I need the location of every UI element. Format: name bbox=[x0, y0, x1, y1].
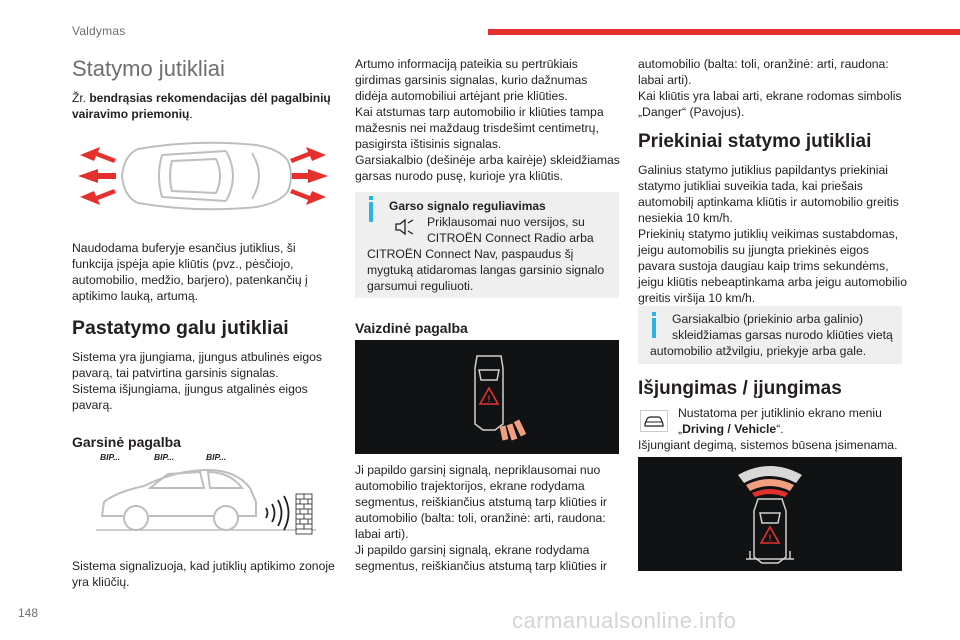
watermark: carmanualsonline.info bbox=[512, 608, 737, 633]
car-side-illustration bbox=[96, 460, 326, 542]
page-title: Statymo jutikliai bbox=[72, 56, 225, 81]
car-side-outline bbox=[102, 470, 256, 530]
menu-suffix: “. bbox=[776, 422, 784, 436]
front-sensors-heading: Priekiniai statymo jutikliai bbox=[638, 131, 872, 152]
bip-label: BIP... bbox=[154, 452, 175, 462]
note-title: Garso signalo reguliavimas bbox=[389, 199, 546, 213]
visual-assist-heading: Vaizdinė pagalba bbox=[355, 320, 468, 336]
car-outline bbox=[122, 143, 291, 210]
intro-prefix: Žr. bbox=[72, 91, 90, 105]
intro-link: bendrąsias rekomendacijas dėl pagalbinių vairavimo priemonių bbox=[72, 91, 331, 121]
proximity-text: Artumo informaciją pateikia su pertrūkiais girdimas garsinis signalas, kurio dažnumas didėja automobiliui artėjant prie kliūties. Kai atstumas tarp automobilio ir kliūties tampa mažesnis nei maždaug trisdešimt centimetrų, pasigirsta ištisinis signalas. Garsiakalbio (dešinėje arba kairėje) skleidžiamas garsas nurodo pusę, kurioje yra kliūtis. bbox=[355, 57, 620, 183]
visual-assist-text: Ji papildo garsinį signalą, nepriklausomai nuo automobilio trajektorijos, ekrane rodydama segmentus, reiškiančius atstumą tarp kliūties ir automobilio (balta: toli, oranžinė: arti, raudona: labai arti). Ji papildo garsinį signalą, ekrane rodydama segmentus, reiškiančius atstumą tarp kliūties ir bbox=[355, 463, 607, 573]
car-sensors-illustration bbox=[76, 135, 330, 217]
column-3 bbox=[638, 56, 908, 306]
front-distance-segments bbox=[738, 466, 802, 497]
toggle-wrap bbox=[638, 378, 908, 400]
car-icon bbox=[754, 499, 786, 563]
menu-name: Driving / Vehicle bbox=[682, 422, 777, 436]
danger-text: automobilio (balta: toli, oranžinė: arti, raudona: labai arti). Kai kliūtis yra labai arti, ekrane rodomas simbolis „Danger“ (Pavojus). bbox=[638, 57, 902, 119]
intro-suffix: . bbox=[189, 107, 193, 121]
menu-prefix: Nustatoma per jutiklinio ekrano meniu „ bbox=[678, 406, 882, 436]
arrow bbox=[290, 169, 328, 183]
audio-assist-heading: Garsinė pagalba bbox=[72, 434, 181, 450]
page-number: 148 bbox=[18, 606, 39, 620]
info-marker bbox=[652, 318, 656, 338]
description: Naudodama buferyje esančius jutiklius, ši funkcija įspėja apie kliūtis (pvz., pėsčiojo, automobilio, medžio, barjero), patenkančių į aptikimo lauką, artumą. bbox=[72, 241, 308, 303]
arrow bbox=[290, 147, 326, 163]
note-text-a: Garsiakalbio (priekinio arba galinio) skleidžiamas garsas nurodo kliūties vietą bbox=[672, 312, 893, 342]
arrow bbox=[80, 189, 116, 205]
front-sensors-text: Galinius statymo jutiklius papildantys priekiniai statymo jutikliai suveikia tada, kai priešais automobilį aptinkama kliūtis ir automobilio greitis nesiekia 10 km/h. Priekinių statymo jutiklių veikimas sustabdomas, jeigu automobilis su įjungta priekinės eigos pavara sustoja daugiau kaip trims sekundėms, jeigu kliūtis nebeaptinkama arba jeigu automobilio greitis viršija 10 km/h. bbox=[638, 163, 907, 305]
speaker-location-note bbox=[638, 306, 902, 364]
column-1-bottom bbox=[72, 558, 340, 590]
info-marker bbox=[369, 202, 373, 222]
car-icon bbox=[475, 356, 503, 430]
rear-sensors-text: Sistema yra įjungiama, įjungus atbulinės eigos pavarą, tai patvirtina garsinis signalas. Sistema išjungiama, įjungus atgalinės eigos pavarą. bbox=[72, 350, 322, 412]
toggle-heading: Išjungimas / įjungimas bbox=[638, 378, 842, 399]
arrow bbox=[80, 147, 116, 163]
car-icon bbox=[640, 410, 668, 432]
visual-text-wrap bbox=[355, 462, 623, 574]
intro-paragraph bbox=[72, 90, 340, 122]
section-title: Valdymas bbox=[72, 24, 126, 38]
memory-text: Išjungiant degimą, sistemos būsena įsimenama. bbox=[638, 438, 898, 452]
rear-display-graphic bbox=[355, 340, 619, 454]
column-2 bbox=[355, 56, 623, 184]
note-text-2: CITROËN Connect Nav, paspaudus šį mygtuką atidaromas langas garsinio signalo garsumui reguliuoti. bbox=[367, 247, 605, 293]
note-text-1: Priklausomai nuo versijos, su CITROËN Connect Radio arba bbox=[427, 215, 594, 245]
bip-label: BIP... bbox=[100, 452, 121, 462]
header-accent-bar bbox=[488, 29, 960, 35]
front-display-graphic bbox=[638, 457, 902, 571]
column-1-lower bbox=[72, 240, 340, 450]
speaker-icon bbox=[393, 218, 415, 236]
audio-assist-text: Sistema signalizuoja, kad jutiklių aptikimo zonoje yra kliūčių. bbox=[72, 559, 335, 589]
menu-path-text bbox=[678, 405, 906, 437]
sound-waves-icon bbox=[266, 496, 289, 530]
bip-label: BIP... bbox=[206, 452, 227, 462]
visual-assist-screen bbox=[355, 340, 619, 454]
note-text-b: automobilio atžvilgiu, priekyje arba gale. bbox=[650, 344, 867, 358]
arrow bbox=[290, 189, 326, 205]
svg-text:!: ! bbox=[768, 533, 772, 543]
svg-text:!: ! bbox=[487, 394, 491, 404]
column-1 bbox=[72, 56, 340, 122]
arrow bbox=[78, 169, 116, 183]
rear-sensors-heading: Pastatymo galu jutikliai bbox=[72, 317, 289, 339]
front-display-screen bbox=[638, 457, 902, 571]
brick-wall-icon bbox=[296, 494, 312, 534]
visual-heading-wrap bbox=[355, 320, 623, 336]
sound-adjust-note bbox=[355, 192, 619, 298]
